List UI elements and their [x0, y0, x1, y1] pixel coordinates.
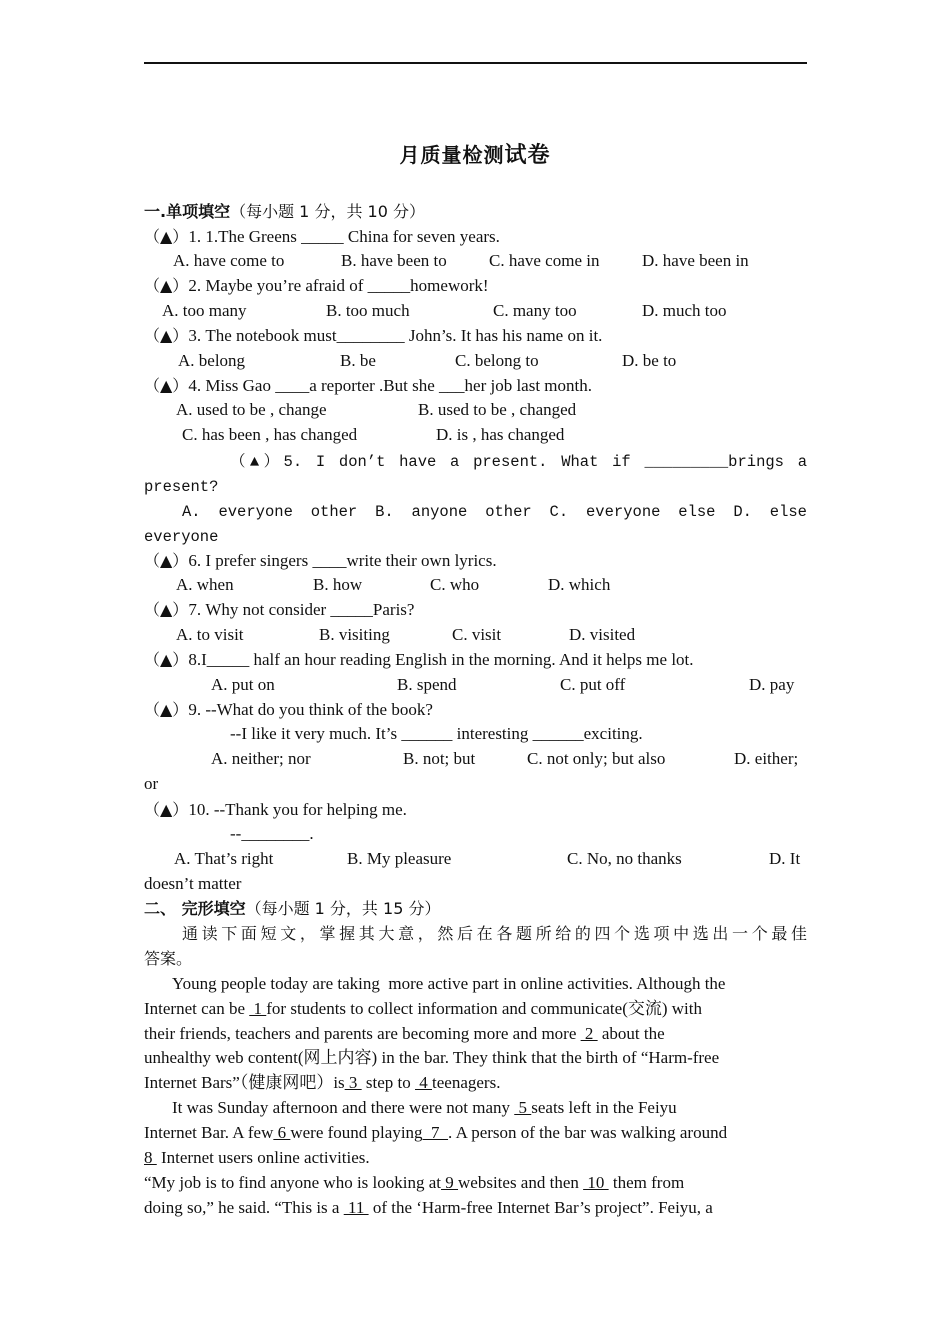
q6-option-b: B. how [313, 575, 363, 594]
passage-line: Internet Bar. A few 6 were found playing 7 . A person of the bar was walking around [144, 1123, 728, 1142]
q10-stem: （▲）10. --Thank you for helping me. [144, 800, 407, 819]
page-title: 月质量检测试卷 [399, 142, 551, 168]
q4-options-row2 [144, 423, 807, 447]
q9-stem: （▲）9. --What do you think of the book? [144, 700, 433, 719]
q10-reply: --________. [230, 824, 314, 843]
q9-option-d-cont: or [144, 774, 159, 793]
q9-option-b: B. not; but [403, 749, 476, 768]
q4-stem: （▲）4. Miss Gao ____a reporter .But she ___her job last month. [144, 376, 593, 395]
q1-option-a: A. have come to [173, 251, 285, 270]
blank-8: 8 [144, 1148, 157, 1167]
q10-option-d: D. It [769, 849, 801, 868]
q4-options-row1 [144, 398, 807, 422]
q1-option-b: B. have been to [341, 251, 447, 270]
passage-line: doing so,” he said. “This is a 11 of the ‘Harm-free Internet Bar’s project”. Feiyu, a [144, 1198, 713, 1217]
q1-option-c: C. have come in [489, 251, 600, 270]
blank-1: 1 [249, 999, 267, 1018]
blank-5: 5 [514, 1098, 532, 1117]
q10-option-a: A. That’s right [174, 849, 274, 868]
blank-4: 4 [415, 1073, 433, 1092]
section2-heading: 二、 完形填空（每小题 1 分，共 15 分） [144, 899, 441, 918]
q7-stem: （▲）7. Why not consider _____Paris? [144, 600, 415, 619]
q10-option-c: C. No, no thanks [567, 849, 682, 868]
section2-instruction-line1: 通读下面短文，掌握其大意，然后在各题所给的四个选项中选出一个最佳 [182, 924, 807, 943]
q1-stem: （▲）1. 1.The Greens _____ China for seven years. [144, 227, 500, 246]
q2-option-a: A. too many [162, 301, 247, 320]
q8-option-b: B. spend [397, 675, 457, 694]
q9-options [144, 747, 807, 771]
passage-line: 8 Internet users online activities. [144, 1148, 370, 1167]
q8-option-c: C. put off [560, 675, 626, 694]
passage-line: Young people today are taking more active part in online activities. Although the [172, 974, 726, 993]
q6-option-c: C. who [430, 575, 480, 594]
q8-option-a: A. put on [211, 675, 275, 694]
q5-line4: everyone [144, 528, 219, 546]
q3-options [144, 349, 807, 373]
q4-option-a: A. used to be , change [176, 400, 327, 419]
q3-option-c: C. belong to [455, 351, 539, 370]
q8-stem: （▲）8.I_____ half an hour reading English in the morning. And it helps me lot. [144, 650, 694, 669]
q9-option-a: A. neither; nor [211, 749, 311, 768]
passage-line: Internet Bars”（健康网吧）is 3 step to 4 teenagers. [144, 1073, 501, 1092]
blank-2: 2 [580, 1024, 598, 1043]
q7-option-d: D. visited [569, 625, 636, 644]
q10-option-b: B. My pleasure [347, 849, 452, 868]
q7-options [144, 623, 807, 647]
passage-line: unhealthy web content(网上内容) in the bar. They think that the birth of “Harm-free [144, 1048, 720, 1067]
q4-option-d: D. is , has changed [436, 425, 565, 444]
q1-options [144, 249, 807, 273]
q2-option-c: C. many too [493, 301, 577, 320]
q5-line2: present? [144, 478, 219, 496]
q9-reply: --I like it very much. It’s ______ interesting ______exciting. [230, 724, 643, 743]
header-rule [144, 62, 807, 64]
q10-options [144, 847, 807, 871]
q5-options: A. everyone other B. anyone other C. everyone else D. else [182, 503, 807, 521]
q2-option-d: D. much too [642, 301, 727, 320]
q3-stem: （▲）3. The notebook must________ John’s. It has his name on it. [144, 326, 603, 345]
passage-line: It was Sunday afternoon and there were not many 5 seats left in the Feiyu [172, 1098, 677, 1117]
q9-option-d: D. either; [734, 749, 799, 768]
q7-option-b: B. visiting [319, 625, 390, 644]
blank-9: 9 [441, 1173, 459, 1192]
q3-option-b: B. be [340, 351, 376, 370]
passage-line: Internet can be 1 for students to collect information and communicate(交流) with [144, 999, 702, 1018]
q1-option-d: D. have been in [642, 251, 749, 270]
blank-6: 6 [273, 1123, 291, 1142]
passage-line: “My job is to find anyone who is looking at 9 websites and then 10 them from [144, 1173, 685, 1192]
q7-option-c: C. visit [452, 625, 502, 644]
q9-option-c: C. not only; but also [527, 749, 666, 768]
q2-options [144, 299, 807, 323]
blank-3: 3 [344, 1073, 362, 1092]
q6-option-a: A. when [176, 575, 234, 594]
q7-option-a: A. to visit [176, 625, 244, 644]
section2-instruction-line2: 答案。 [144, 949, 193, 968]
blank-7: 7 [422, 1123, 449, 1142]
passage-line: their friends, teachers and parents are becoming more and more 2 about the [144, 1024, 665, 1043]
q8-option-d: D. pay [749, 675, 795, 694]
q4-option-c: C. has been , has changed [182, 425, 358, 444]
q6-stem: （▲）6. I prefer singers ____write their own lyrics. [144, 551, 497, 570]
q5-line1: （▲）5. I don’t have a present. What if _________brings a [230, 453, 807, 471]
blank-10: 10 [583, 1173, 609, 1192]
section1-heading: 一.单项填空（每小题 1 分，共 10 分） [144, 202, 425, 221]
q6-option-d: D. which [548, 575, 611, 594]
blank-11: 11 [343, 1198, 369, 1217]
q10-option-d-cont: doesn’t matter [144, 874, 242, 893]
q6-options [144, 573, 807, 597]
q2-option-b: B. too much [326, 301, 410, 320]
q3-option-d: D. be to [622, 351, 677, 370]
q3-option-a: A. belong [178, 351, 246, 370]
q4-option-b: B. used to be , changed [418, 400, 577, 419]
q8-options [144, 673, 807, 697]
q2-stem: （▲）2. Maybe you’re afraid of _____homework! [144, 276, 489, 295]
